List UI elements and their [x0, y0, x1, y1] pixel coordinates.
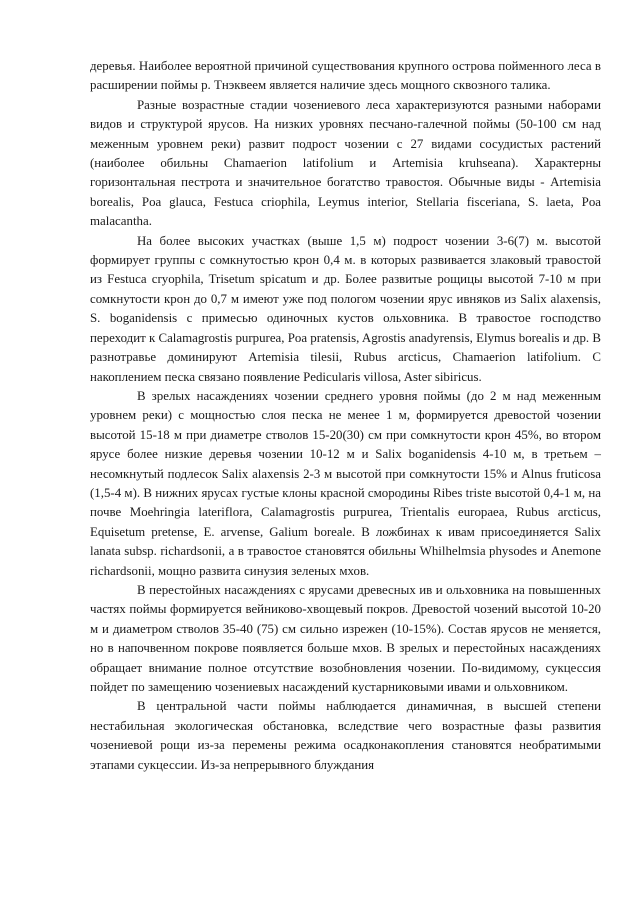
paragraph-age-stages: Разные возрастные стадии чозениевого леса характеризуются разными наборами видов и структурой ярусов. На низких уровнях песчано-галечной поймы (50-100 см над меженным уровнем реки) развит подрост чозении с 27 видами сосудистых растений (наиболее обильны Chamaerion latifolium и Artemisia kruhseana). Характерны горизонтальная пестрота и значительное богатство травостоя. Обычные виды - Artemisia borealis, Poa glauca, Festuca criophila, Leymus interior, Stellaria fisceriana, S. laeta, Poa malacantha. — [90, 97, 601, 229]
body-text — [90, 57, 601, 775]
paragraph-central-floodplain: В центральной части поймы наблюдается динамичная, в высшей степени нестабильная экологическая обстановка, вследствие чего возрастные фазы развития чозениевой рощи из-за перемены режима осадконакопления становятся необратимыми этапами сукцессии. Из-за непрерывного блуждания — [90, 699, 601, 772]
paragraph-overmature-stands: В перестойных насаждениях с ярусами древесных ив и ольховника на повышенных частях поймы формируется вейниково-хвощевый покров. Древостой чозений высотой 10-20 м и диаметром стволов 35-40 (75) см сильно изрежен (10-15%). Состав ярусов не меняется, но в напочвенном покрове появляется больше мхов. В зрелых и перестойных насаждениях обращает внимание полное отсутствие возобновления чозении. По-видимому, сукцессия пойдет по замещению чозениевых насаждений кустарниковыми ивами и ольховником. — [90, 582, 601, 694]
paragraph-mature-stands: В зрелых насаждениях чозении среднего уровня поймы (до 2 м над меженным уровнем реки) с мощностью слоя песка не менее 1 м, формируется древостой чозении высотой 15-18 м при диаметре стволов 15-20(30) см при сомкнутости крон 45%, во втором ярусе более низкие деревья чозении 10-12 м и Salix boganidensis 4-10 м, в третьем – несомкнутый подлесок Salix alaxensis 2-3 м высотой при сомкнутости 15% и Alnus fruticosa (1,5-4 м). В нижних ярусах густые клоны красной смородины Ribes triste высотой 0,4-1 м, на почве Moehringia lateriflora, Calamagrostis purpurea, Trientalis europaea, Rubus arcticus, Equisetum pretense, E. arvense, Galium boreale. В ложбинах к ивам присоединяется Salix lanata subsp. richardsonii, а в травостое становятся обильны Whilhelmsia physodes и Anemone richardsonii, мощно развита синузия зеленых мхов. — [90, 388, 601, 578]
paragraph-continuation: деревья. Наиболее вероятной причиной существования крупного острова пойменного леса в расширении поймы р. Тнэквеем является наличие здесь мощного сквозного талика. — [90, 59, 601, 93]
paragraph-higher-sites: На более высоких участках (выше 1,5 м) подрост чозении 3-6(7) м. высотой формирует группы с сомкнутостью крон 0,4 м. в которых развивается злаковый травостой из Festuca cryophila, Trisetum spicatum и др. Более развитые рощицы высотой 7-10 м при сомкнутости крон до 0,7 м имеют уже под пологом чозении ярус ивняков из Salix alaxensis, S. boganidensis с примесью одиночных кустов ольховника. В травостое господство переходит к Calamagrostis purpurea, Poa pratensis, Agrostis anadyrensis, Elymus borealis и др. В разнотравье доминируют Artemisia tilesii, Rubus arcticus, Chamaerion latifolium. С накоплением песка связано появление Pedicularis villosa, Aster sibiricus. — [90, 233, 601, 384]
